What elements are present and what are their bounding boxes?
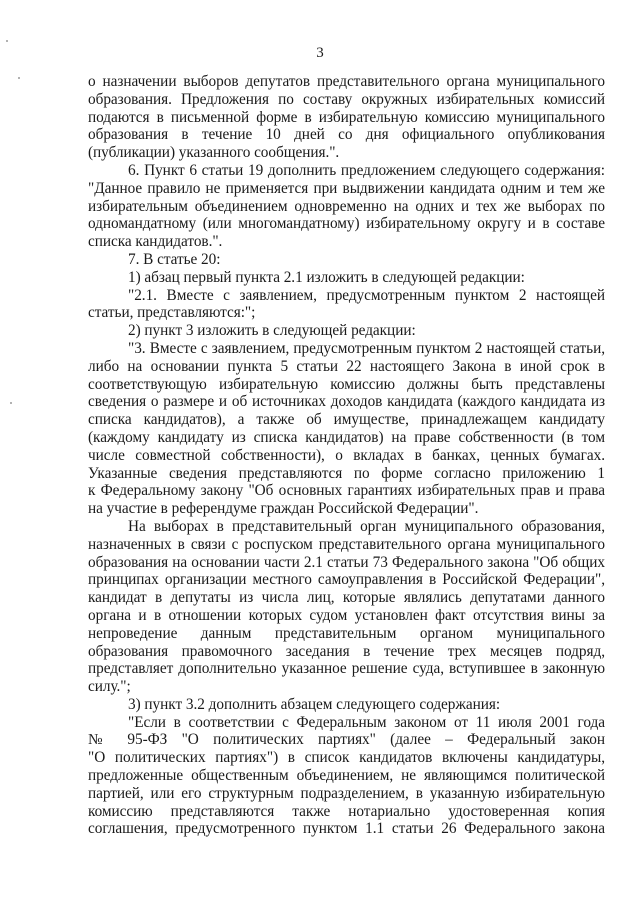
text-line: статьи, представляются:"; — [88, 304, 256, 322]
text-line: "Если в соответствии с Федеральным законом от 11 июля 2001 года — [128, 713, 605, 731]
text-line: "3. Вместе с заявлением, предусмотренным пунктом 2 настоящей статьи, — [128, 339, 605, 357]
text-line: На выборах в представительный орган муниципального образования, — [128, 517, 605, 535]
text-line: образования правомочного заседания в течение трех месяцев подряд, — [88, 642, 605, 660]
text-line: образования на основании части 2.1 статьи 73 Федерального закона "Об общих — [88, 553, 605, 571]
text-line: 6. Пункт 6 статьи 19 дополнить предложением следующего содержания: — [128, 161, 605, 179]
text-line: о назначении выборов депутатов представительного органа муниципального — [88, 73, 605, 90]
text-line: силу."; — [88, 678, 131, 696]
text-line: назначенных в связи с роспуском представительного органа муниципального — [88, 535, 605, 553]
text-line: соглашения, предусмотренного пунктом 1.1 статьи 26 Федерального закона — [88, 820, 605, 838]
text-line: образования. Предложения по составу окружных избирательных комиссий — [88, 90, 605, 108]
page-number: 3 — [316, 45, 324, 61]
body-text — [88, 73, 605, 838]
text-line: представляет дополнительно указанное решение суда, вступившее в законную — [88, 660, 605, 678]
text-line: одномандатному (или многомандатному) избирательному округу и в составе — [88, 215, 605, 233]
text-line: комиссию представляются также нотариально удостоверенная копия — [88, 802, 605, 820]
text-line: к Федеральному закону "Об основных гарантиях избирательных прав и права — [88, 482, 605, 500]
scan-speck — [10, 402, 12, 404]
text-line: кандидат в депутаты из числа лиц, которые являлись депутатами данного — [88, 589, 605, 607]
scan-speck — [18, 77, 20, 79]
text-line: списка кандидатов.". — [88, 233, 223, 251]
text-line: 1) абзац первый пункта 2.1 изложить в следующей редакции: — [128, 268, 525, 286]
text-line: (каждому кандидату из списка кандидатов) на праве собственности (в том — [88, 428, 605, 446]
text-line: числе совместной собственности), о вкладах в банках, ценных бумагах. — [88, 446, 605, 464]
text-line: 7. В статье 20: — [128, 250, 221, 268]
text-line: подаются в письменной форме в избирательную комиссию муниципального — [88, 108, 605, 126]
text-line: 3) пункт 3.2 дополнить абзацем следующего содержания: — [128, 695, 501, 713]
scan-speck — [6, 40, 8, 42]
text-line: органа и в отношении которых судом установлен факт отсутствия вины за — [88, 606, 605, 624]
text-line: списка кандидатов), а также об имуществе, принадлежащем кандидату — [88, 411, 605, 429]
text-line: № 95-ФЗ "О политических партиях" (далее – Федеральный закон — [88, 731, 605, 749]
text-line: принципах организации местного самоуправления в Российской Федерации", — [88, 571, 605, 589]
text-line: непроведение данным представительным органом муниципального — [88, 624, 605, 642]
text-line: "О политических партиях") в список кандидатов включены кандидатуры, — [88, 749, 605, 767]
text-line: предложенные общественным объединением, не являющимся политической — [88, 767, 605, 785]
text-line: избирательным объединением одновременно на одних и тех же выборах по — [88, 197, 605, 215]
text-line: соответствующую избирательную комиссию должны быть представлены — [88, 375, 605, 393]
text-line: "Данное правило не применяется при выдвижении кандидата одним и тем же — [88, 179, 605, 197]
text-line: либо на основании пункта 5 статьи 22 настоящего Закона в иной срок в — [88, 357, 605, 375]
text-line: на участие в референдуме граждан Российской Федерации". — [88, 500, 479, 518]
text-line: (публикации) указанного сообщения.". — [88, 144, 340, 162]
text-line: "2.1. Вместе с заявлением, предусмотренным пунктом 2 настоящей — [128, 286, 605, 304]
text-line: партией, или его структурным подразделением, в указанную избирательную — [88, 784, 605, 802]
text-line: 2) пункт 3 изложить в следующей редакции: — [128, 322, 416, 340]
text-line: Указанные сведения представляются по форме согласно приложению 1 — [88, 464, 605, 482]
text-line: образования в течение 10 дней со дня официального опубликования — [88, 126, 605, 144]
text-line: сведения о размере и об источниках доходов кандидата (каждого кандидата из — [88, 393, 605, 411]
